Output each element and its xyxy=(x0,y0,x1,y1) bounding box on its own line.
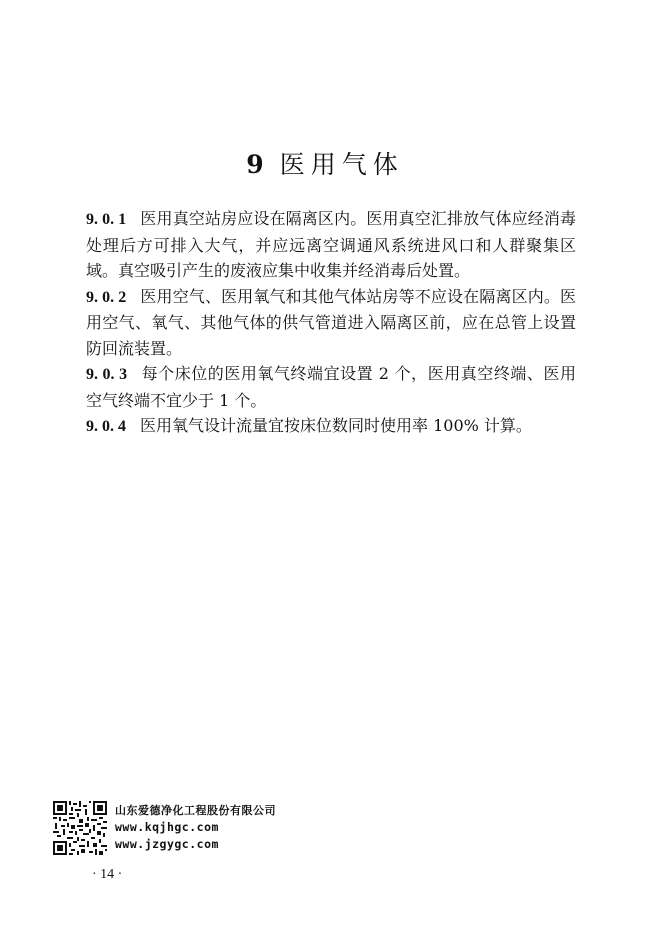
company-watermark xyxy=(53,801,313,857)
qr-code-icon[interactable] xyxy=(53,801,107,855)
clause-9-0-4 xyxy=(86,413,576,440)
clause-text: 医用氧气设计流量宜按床位数同时使用率 100% 计算。 xyxy=(140,416,532,435)
clause-text: 医用真空站房应设在隔离区内。医用真空汇排放气体应经消毒处理后方可排入大气，并应远离空调通风系统进风口和人群聚集区域。真空吸引产生的废液应集中收集并经消毒后处置。 xyxy=(86,209,576,280)
clause-text: 医用空气、医用氧气和其他气体站房等不应设在隔离区内。医用空气、氧气、其他气体的供气管道进入隔离区前，应在总管上设置防回流装置。 xyxy=(86,286,576,358)
chapter-number: 9 xyxy=(246,150,270,179)
clause-number: 9. 0. 3 xyxy=(86,366,128,383)
clause-number: 9. 0. 4 xyxy=(86,418,126,435)
page-title xyxy=(0,148,650,182)
clause-9-0-3 xyxy=(86,361,576,413)
clause-number: 9. 0. 2 xyxy=(86,288,127,306)
company-url-1[interactable]: www.kqjhgc.com xyxy=(115,820,219,834)
clause-text: 每个床位的医用氧气终端宜设置 2 个，医用真空终端、医用空气终端不宜少于 1 个。 xyxy=(86,364,577,410)
company-name: 山东爱德净化工程股份有限公司 xyxy=(115,804,276,817)
page-number: · 14 · xyxy=(92,867,123,882)
company-url-2[interactable]: www.jzgygc.com xyxy=(115,837,219,851)
chapter-title: 医用气体 xyxy=(279,150,404,179)
clause-9-0-2 xyxy=(86,284,576,362)
company-info xyxy=(115,802,276,853)
clause-list xyxy=(86,206,576,440)
clause-9-0-1 xyxy=(86,206,576,284)
clause-number: 9. 0. 1 xyxy=(86,211,127,228)
